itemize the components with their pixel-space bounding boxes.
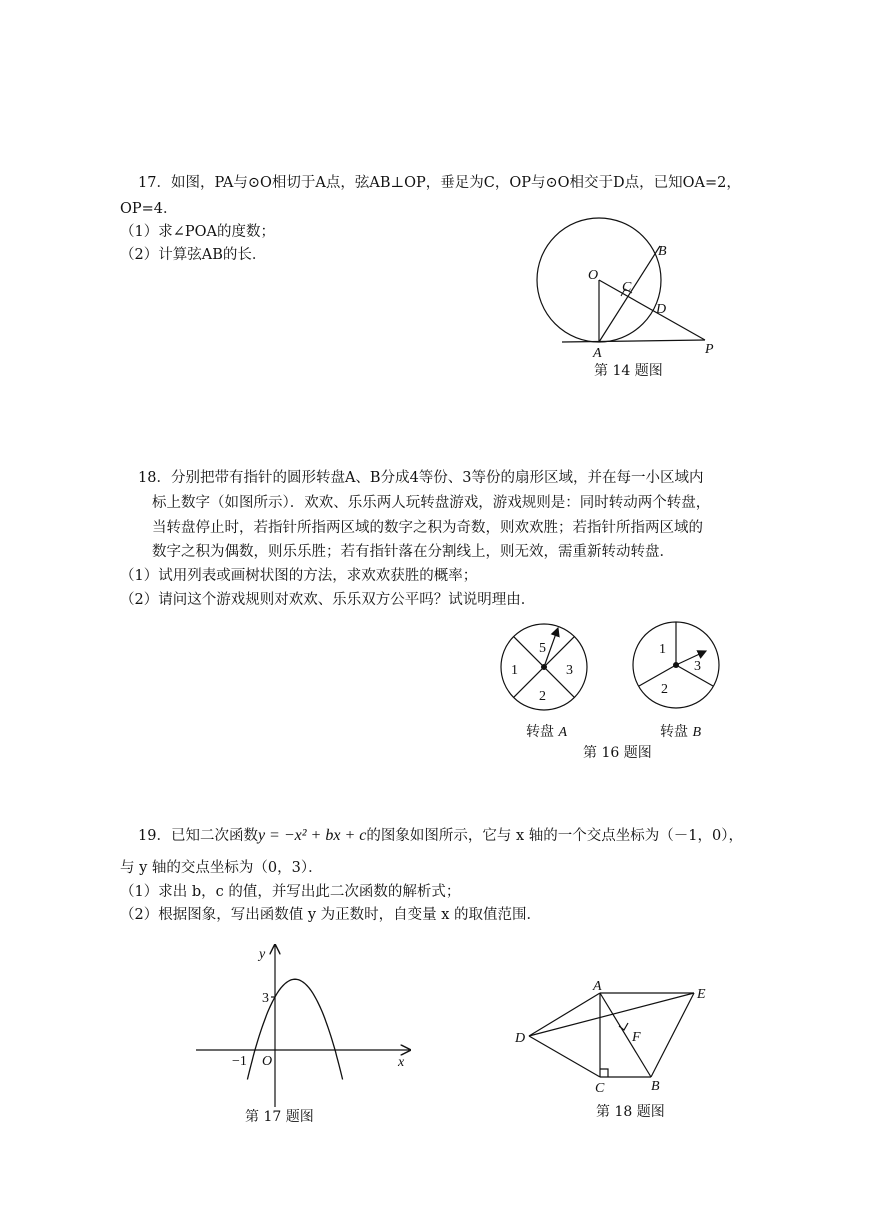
- q18-part-1: （1）试用列表或画树状图的方法，求欢欢获胜的概率；: [120, 568, 478, 584]
- q19-parabola-graph: [190, 935, 430, 1115]
- label-f: F: [632, 1030, 641, 1045]
- q18-line-3: 当转盘停止时，若指针所指两区域的数字之积为奇数，则欢欢胜；若指针所指两区域的: [152, 520, 703, 536]
- q18-line-1: 18．分别把带有指针的圆形转盘A、B分成4等份、3等份的扇形区域，并在每一小区域内: [138, 470, 704, 486]
- spinner-a-label-letter: A: [558, 725, 568, 740]
- q17-circle-tangent-figure: [530, 208, 730, 368]
- q17-part-1: （1）求∠POA的度数；: [120, 224, 275, 240]
- segment-de: [529, 993, 694, 1036]
- q19-formula: y = −x² + bx + c: [257, 827, 367, 844]
- label-a: A: [593, 346, 602, 361]
- x-axis-label: x: [398, 1055, 405, 1070]
- segment-da: [529, 993, 600, 1036]
- q18-line-4: 数字之积为偶数，则乐乐胜；若有指针落在分割线上，则无效，需重新转动转盘．: [152, 544, 674, 560]
- origin-label: O: [262, 1054, 273, 1069]
- spinner-b-number-3: 3: [694, 659, 701, 674]
- spinner-b-number-2: 2: [661, 682, 668, 697]
- label-d: D: [656, 302, 667, 317]
- spinner-a-number-3: 3: [566, 663, 573, 678]
- fig18-caption: 第 18 题图: [596, 1104, 665, 1120]
- q19-part-2: （2）根据图象，写出函数值 y 为正数时，自变量 x 的取值范围．: [120, 907, 542, 923]
- label-b: B: [651, 1079, 660, 1094]
- y-value-3-label: 3: [262, 991, 269, 1006]
- spinner-b-number-1: 1: [659, 642, 666, 657]
- q18-part-2: （2）请问这个游戏规则对欢欢、乐乐双方公平吗？试说明理由．: [120, 592, 536, 608]
- q19-part-1: （1）求出 b，c 的值，并写出此二次函数的解析式；: [120, 884, 461, 900]
- q17-part-2: （2）计算弦AB的长．: [120, 247, 267, 263]
- q19-line-1: [138, 826, 743, 846]
- spinner-b-label-letter: B: [692, 725, 702, 740]
- spinner-b-divider-3: [639, 665, 676, 686]
- segment-op: [599, 280, 705, 340]
- q17-line-2: OP=4．: [120, 201, 178, 217]
- spinner-a-number-2: 2: [539, 689, 546, 704]
- spinner-a-label-text: 转盘: [526, 724, 559, 740]
- right-angle-mark-f: [619, 1023, 628, 1030]
- q17-figure-caption: 第 14 题图: [594, 363, 663, 379]
- spinner-b: [627, 615, 727, 715]
- spinner-a-label: [526, 723, 567, 742]
- q19-line-1-suffix: 的图象如图所示，它与 x 轴的一个交点坐标为（－1，0），: [366, 828, 743, 844]
- spinner-a-pointer: [544, 628, 558, 667]
- right-angle-mark-c: [600, 1069, 608, 1077]
- spinner-b-label-text: 转盘: [660, 724, 693, 740]
- label-b: B: [658, 244, 667, 259]
- spinner-b-center: [673, 662, 679, 668]
- q18-figure-caption: 第 16 题图: [583, 745, 652, 761]
- q18-line-2: 标上数字（如图所示）．欢欢、乐乐两人玩转盘游戏，游戏规则是：同时转动两个转盘，: [152, 495, 711, 511]
- spinner-a: [495, 618, 595, 718]
- label-o: O: [588, 268, 599, 283]
- q19-line-2: 与 y 轴的交点坐标为（0，3）．: [120, 860, 323, 876]
- q17-line-1: 17．如图，PA与⊙O相切于A点，弦AB⊥OP，垂足为C，OP与⊙O相交于D点，已知OA=2，: [138, 175, 741, 191]
- label-a: A: [593, 979, 602, 994]
- segment-eb: [651, 993, 694, 1077]
- fig18-geometry: [510, 975, 720, 1095]
- q19-figure-caption: 第 17 题图: [245, 1109, 314, 1125]
- spinner-a-number-1: 1: [511, 663, 518, 678]
- segment-cd: [529, 1036, 600, 1077]
- q19-line-1-prefix: 19．已知二次函数: [138, 828, 258, 844]
- x-value-neg1-label: −1: [232, 1054, 247, 1069]
- label-p: P: [705, 342, 714, 357]
- y-axis-label: y: [259, 947, 266, 962]
- label-c: C: [595, 1081, 605, 1096]
- spinner-b-pointer: [676, 651, 706, 665]
- label-c: C: [622, 280, 632, 295]
- spinner-a-center: [541, 664, 547, 670]
- spinner-a-number-5: 5: [539, 641, 546, 656]
- label-d: D: [515, 1031, 526, 1046]
- label-e: E: [697, 987, 706, 1002]
- spinner-b-label: [660, 723, 701, 742]
